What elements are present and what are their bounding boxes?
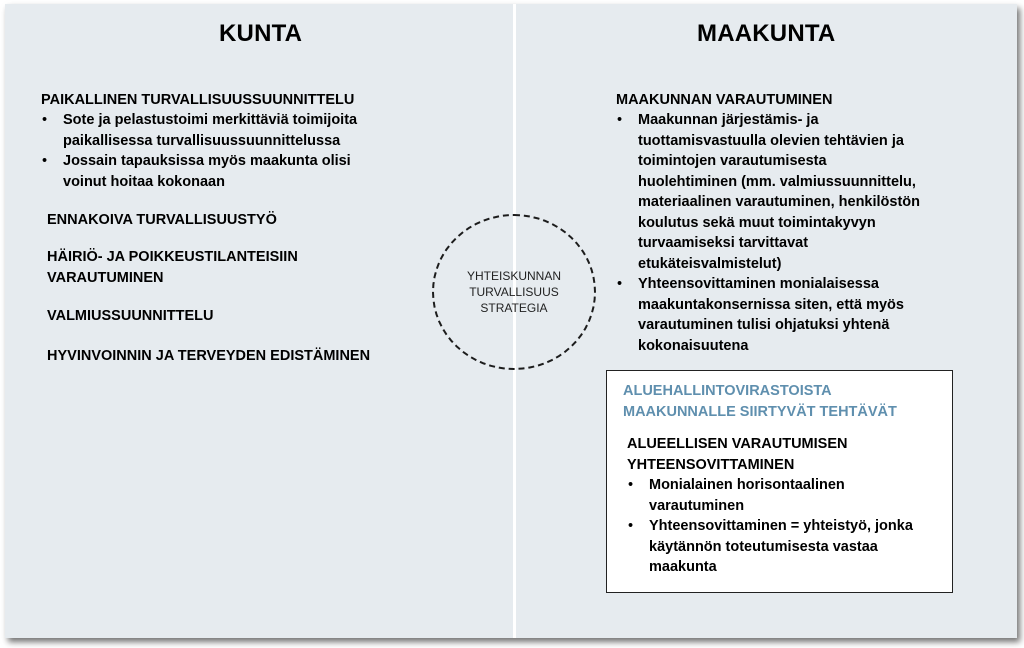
kunta-item-hyvinvointi: HYVINVOINNIN JA TERVEYDEN EDISTÄMINEN <box>47 348 371 364</box>
box-heading: ALUEHALLINTOVIRASTOISTA MAAKUNNALLE SIIRTYVÄT TEHTÄVÄT <box>623 383 897 420</box>
kunta-item-hairio: HÄIRIÖ- JA POIKKEUSTILANTEISIIN VARAUTUMINEN <box>47 249 298 286</box>
kunta-heading: PAIKALLINEN TURVALLISUUSSUUNNITTELU <box>41 92 355 108</box>
kunta-item-valmius: VALMIUSSUUNNITTELU <box>47 308 214 324</box>
box-bullet: • Yhteensovittaminen = yhteistyö, jonka käytännön toteutumisesta vastaa maakunta <box>627 516 927 578</box>
diagram-frame <box>5 4 1017 638</box>
strategy-label <box>467 268 561 316</box>
kunta-bullet: • Sote ja pelastustoimi merkittäviä toimijoita paikallisessa turvallisuussuunnittelussa <box>41 110 371 151</box>
strategy-line: YHTEISKUNNAN <box>466 269 561 283</box>
box-bullet-list <box>627 475 927 578</box>
maakunta-heading: MAAKUNNAN VARAUTUMINEN <box>616 92 833 108</box>
kunta-bullet: • Jossain tapauksissa myös maakunta olisi voinut hoitaa kokonaan <box>41 151 371 192</box>
kunta-bullet-list <box>41 110 371 192</box>
kunta-item-ennakoiva: ENNAKOIVA TURVALLISUUSTYÖ <box>47 212 277 228</box>
maakunta-bullet: • Yhteensovittaminen monialaisessa maakuntakonsernissa siten, että myös varautuminen tulisi ohjatuksi yhtenä kokonaisuutena <box>616 274 952 356</box>
transferred-tasks-box <box>606 370 953 593</box>
kunta-title: KUNTA <box>219 20 303 47</box>
strategy-line: TURVALLISUUS <box>469 285 559 299</box>
strategy-circle <box>432 214 596 370</box>
maakunta-bullet: • Maakunnan järjestämis- ja tuottamisvastuulla olevien tehtävien ja toimintojen varautumisesta huolehtiminen (mm. valmiussuunnittelu, materiaalinen varautuminen, henkilöstön koulutus sekä muut toimintakyvyn turvaamiseksi tarvittavat etukäteisvalmistelut) <box>616 110 952 274</box>
maakunta-title: MAAKUNTA <box>697 20 836 47</box>
strategy-line: STRATEGIA <box>480 301 548 315</box>
maakunta-bullet-list <box>616 110 952 356</box>
box-subheading: ALUEELLISEN VARAUTUMISEN YHTEENSOVITTAMINEN <box>627 436 848 473</box>
box-bullet: • Monialainen horisontaalinen varautuminen <box>627 475 927 516</box>
